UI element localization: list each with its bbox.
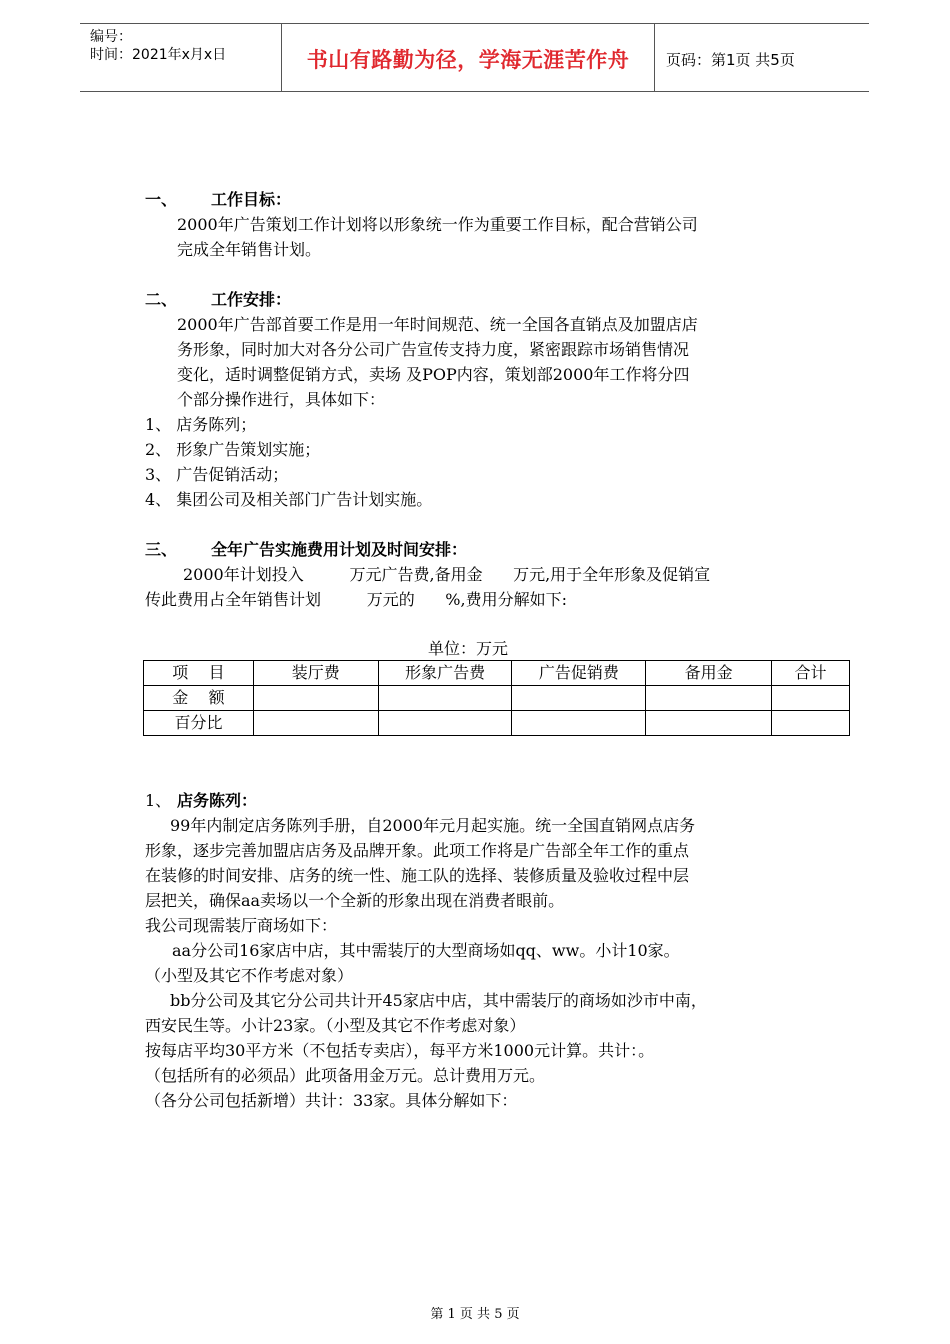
section-3-line: 2000年计划投入 万元广告费,备用金 万元,用于全年形象及促销宣 — [183, 565, 711, 584]
section-2-line: 2000年广告部首要工作是用一年时间规范、统一全国各直销点及加盟店店 — [177, 315, 698, 334]
page-footer: 第 1 页 共 5 页 — [430, 1307, 520, 1322]
table-cell — [512, 711, 646, 736]
list-item: 2、 形象广告策划实施； — [145, 440, 321, 459]
table-header-cell: 形象广告费 — [378, 661, 512, 686]
table-cell — [378, 711, 512, 736]
section-2-number: 二、 — [145, 290, 178, 309]
table-cell — [772, 711, 850, 736]
subsection-1-line: （小型及其它不作考虑对象） — [145, 966, 354, 985]
table-header-cell: 项 目 — [144, 661, 254, 686]
document-date: 时间：2021年x月x日 — [90, 47, 227, 63]
list-item: 1、 店务陈列； — [145, 415, 257, 434]
section-1-line: 完成全年销售计划。 — [177, 240, 322, 259]
table-row — [144, 711, 850, 736]
table-cell — [646, 686, 772, 711]
table-cell: 金 额 — [144, 686, 254, 711]
section-3-title: 全年广告实施费用计划及时间安排： — [211, 540, 468, 559]
table-header-cell: 广告促销费 — [512, 661, 646, 686]
subsection-1-line: 99年内制定店务陈列手册，自2000年元月起实施。统一全国直销网点店务 — [170, 816, 696, 835]
subsection-1-number: 1、 — [145, 791, 172, 810]
table-row — [144, 686, 850, 711]
section-2-line: 务形象，同时加大对各分公司广告宣传支持力度，紧密跟踪市场销售情况 — [177, 340, 690, 359]
subsection-1-line: 形象，逐步完善加盟店店务及品牌开象。此项工作将是广告部全年工作的重点 — [145, 841, 690, 860]
section-1-line: 2000年广告策划工作计划将以形象统一作为重要工作目标，配合营销公司 — [177, 215, 698, 234]
subsection-1-line: 我公司现需装厅商场如下： — [145, 916, 338, 935]
table-cell — [646, 711, 772, 736]
section-1-title: 工作目标： — [211, 190, 292, 209]
subsection-1-line: （各分公司包括新增）共计：33家。具体分解如下： — [145, 1091, 518, 1110]
header-page-info: 页码：第1页 共5页 — [666, 51, 795, 69]
table-header-cell: 装厅费 — [253, 661, 378, 686]
table-cell — [512, 686, 646, 711]
list-item: 4、 集团公司及相关部门广告计划实施。 — [145, 490, 433, 509]
subsection-1-line: aa分公司16家店中店，其中需装厅的大型商场如qq、ww。小计10家。 — [172, 941, 680, 960]
header-motto: 书山有路勤为径，学海无涯苦作舟 — [306, 47, 630, 72]
subsection-1-line: 西安民生等。小计23家。（小型及其它不作考虑对象） — [145, 1016, 526, 1035]
table-cell — [772, 686, 850, 711]
section-2-line: 变化，适时调整促销方式，卖场 及POP内容，策划部2000年工作将分四 — [177, 365, 690, 384]
section-3-number: 三、 — [145, 540, 178, 559]
table-unit-label: 单位：万元 — [428, 639, 509, 658]
table-header-row — [144, 661, 850, 686]
subsection-1-line: 在装修的时间安排、店务的统一性、施工队的选择、装修质量及验收过程中层 — [145, 866, 690, 885]
subsection-1-line: （包括所有的必须品）此项备用金万元。总计费用万元。 — [145, 1066, 546, 1085]
subsection-1-title: 店务陈列： — [177, 791, 258, 810]
section-2-title: 工作安排： — [211, 290, 292, 309]
table-header-cell: 备用金 — [646, 661, 772, 686]
table-cell — [253, 686, 378, 711]
header-meta — [90, 28, 226, 64]
table-cell — [378, 686, 512, 711]
section-2-line: 个部分操作进行，具体如下： — [177, 390, 386, 409]
table-cell: 百分比 — [144, 711, 254, 736]
table-header-cell: 合计 — [772, 661, 850, 686]
table-cell — [253, 711, 378, 736]
document-number-label: 编号： — [90, 29, 132, 45]
page-header — [80, 23, 869, 92]
section-3-line: 传此费用占全年销售计划 万元的 %,费用分解如下: — [145, 590, 567, 609]
subsection-1-line: bb分公司及其它分公司共计开45家店中店，其中需装厅的商场如沙市中南， — [170, 991, 707, 1010]
section-1-number: 一、 — [145, 190, 178, 209]
list-item: 3、 广告促销活动； — [145, 465, 289, 484]
budget-table — [143, 660, 850, 736]
header-divider — [654, 24, 655, 91]
subsection-1-line: 按每店平均30平方米（不包括专卖店），每平方米1000元计算。共计：。 — [145, 1041, 655, 1060]
subsection-1-line: 层把关，确保aa卖场以一个全新的形象出现在消费者眼前。 — [145, 891, 565, 910]
